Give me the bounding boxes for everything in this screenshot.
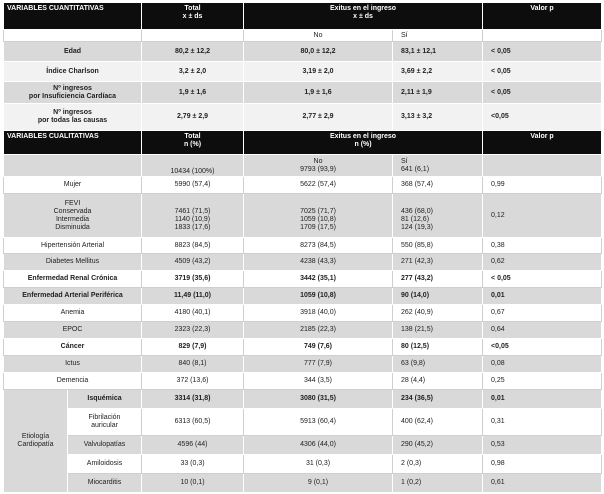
qual-row-fevi: FEVI Conservada Intermedia Disminuida 7461 (71,5) 1140 (10,9) 1833 (17,6) 7025 (71,7) 1059 (10,8) 1709 (17,5) 436 (68,0) 81 (12,6) 124 (19,3) 0,12 (4, 194, 602, 238)
qual-subheader-row: 10434 (100%) No 9793 (93,9) Sí 641 (6,1) (4, 155, 602, 177)
qual-row-cancer: Cáncer 829 (7,9) 749 (7,6) 80 (12,5) <0,05 (4, 339, 602, 356)
quant-subheader-row (4, 30, 602, 42)
qual-header-row (4, 131, 602, 155)
quant-header-pvalue: Valor p (483, 3, 602, 30)
quant-row-ingresos-ic: Nº ingresos por Insuficiencia Cardíaca 1,9 ± 1,6 1,9 ± 1,6 2,11 ± 1,9 < 0,05 (4, 82, 602, 104)
quant-sub-no: No (244, 30, 393, 42)
quant-header-variable: VARIABLES CUANTITATIVAS (4, 3, 142, 30)
quant-row-charlson: Índice Charlson 3,2 ± 2,0 3,19 ± 2,0 3,69 ± 2,2 < 0,05 (4, 62, 602, 82)
quant-header-row (4, 3, 602, 30)
etio-row-miocarditis: Miocarditis 10 (0,1) 9 (0,1) 1 (0,2) 0,61 (4, 474, 602, 493)
etio-row-fa: Fibrilación auricular 6313 (60,5) 5913 (60,4) 400 (62,4) 0,31 (4, 409, 602, 436)
qual-header-variable: VARIABLES CUALITATIVAS (4, 131, 142, 155)
qual-header-exitus: Exitus en el ingreso n (%) (244, 131, 483, 155)
qual-header-total: Total n (%) (142, 131, 244, 155)
etio-group-label: Etiología Cardiopatía (4, 390, 68, 493)
quant-header-exitus: Exitus en el ingreso x ± ds (244, 3, 483, 30)
qual-header-pvalue: Valor p (483, 131, 602, 155)
qual-row-erc: Enfermedad Renal Crónica 3719 (35,6) 3442 (35,1) 277 (43,2) < 0,05 (4, 271, 602, 288)
etio-row-amiloidosis: Amiloidosis 33 (0,3) 31 (0,3) 2 (0,3) 0,98 (4, 455, 602, 474)
results-table (3, 2, 602, 493)
qual-row-eap: Enfermedad Arterial Periférica 11,49 (11,0) 1059 (10,8) 90 (14,0) 0,01 (4, 288, 602, 305)
qual-row-demencia: Demencia 372 (13,6) 344 (3,5) 28 (4,4) 0,25 (4, 373, 602, 390)
qual-row-dm: Diabetes Mellitus 4509 (43,2) 4238 (43,3) 271 (42,3) 0,62 (4, 254, 602, 271)
qual-row-mujer: Mujer 5990 (57,4) 5622 (57,4) 368 (57,4) 0,99 (4, 177, 602, 194)
quant-sub-si: Sí (393, 30, 483, 42)
qual-row-epoc: EPOC 2323 (22,3) 2185 (22,3) 138 (21,5) 0,64 (4, 322, 602, 339)
qual-row-hta: Hipertensión Arterial 8823 (84,5) 8273 (84,5) 550 (85,8) 0,38 (4, 238, 602, 254)
etio-row-valvulopatias: Valvulopatías 4596 (44) 4306 (44,0) 290 (45,2) 0,53 (4, 436, 602, 455)
quant-header-total: Total x ± ds (142, 3, 244, 30)
qual-row-anemia: Anemia 4180 (40,1) 3918 (40,0) 262 (40,9) 0,67 (4, 305, 602, 322)
quant-row-edad: Edad 80,2 ± 12,2 80,0 ± 12,2 83,1 ± 12,1 < 0,05 (4, 42, 602, 62)
qual-row-ictus: Ictus 840 (8,1) 777 (7,9) 63 (9,8) 0,08 (4, 356, 602, 373)
etio-row-isquemica: Etiología Cardiopatía Isquémica 3314 (31,8) 3080 (31,5) 234 (36,5) 0,01 (4, 390, 602, 409)
quant-row-ingresos-todas: Nº ingresos por todas las causas 2,79 ± 2,9 2,77 ± 2,9 3,13 ± 3,2 <0,05 (4, 104, 602, 131)
